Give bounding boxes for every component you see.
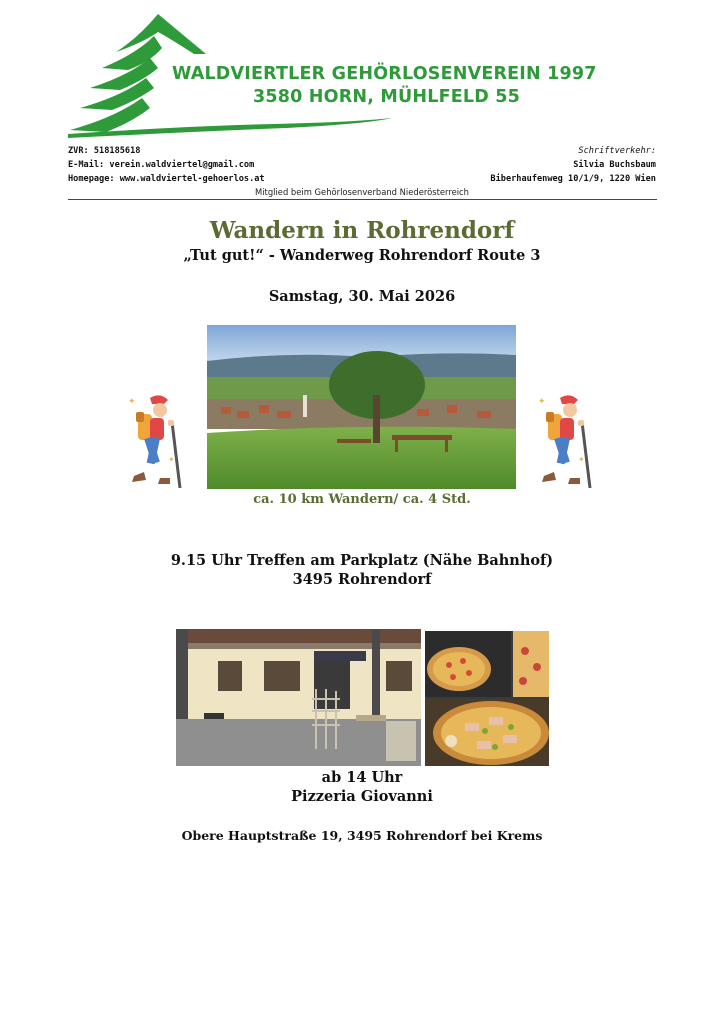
correspondence-name: Silvia Buchsbaum [573,160,656,170]
membership-note: Mitglied beim Gehörlosenverband Niederösterreich [255,187,469,197]
event-date: Samstag, 30. Mai 2026 [268,288,456,305]
homepage-link[interactable]: Homepage: www.waldviertel-gehoerlos.at [68,174,265,184]
hike-distance-duration: ca. 10 km Wandern/ ca. 4 Std. [253,492,471,507]
svg-text:✦: ✦ [538,397,546,407]
meeting-time-place: 9.15 Uhr Treffen am Parkplatz (Nähe Bahnhof) [170,552,554,569]
hiker-icon [534,392,596,492]
event-subtitle: „Tut gut!“ - Wanderweg Rohrendorf Route 3 [183,247,541,264]
pizzeria-terrace-photo [176,629,421,766]
landscape-photo [207,325,516,489]
event-title: Wandern in Rohrendorf [209,217,515,244]
zvr-number: ZVR: 518185618 [68,146,141,156]
pizza-photos [425,631,549,766]
correspondence-address: Biberhaufenweg 10/1/9, 1220 Wien [490,174,656,184]
meeting-town: 3495 Rohrendorf [292,571,432,588]
svg-text:✦: ✦ [168,455,175,464]
svg-text:✦: ✦ [578,455,585,464]
hiker-icon [124,392,186,492]
org-address: 3580 HORN, MÜHLFELD 55 [253,87,521,107]
afterwards-time: ab 14 Uhr [321,769,403,786]
afterwards-address: Obere Hauptstraße 19, 3495 Rohrendorf bei Krems [181,828,543,843]
correspondence-label: Schriftverkehr: [578,146,656,156]
email-link[interactable]: E-Mail: verein.waldviertel@gmail.com [68,160,255,170]
afterwards-place: Pizzeria Giovanni [291,788,433,805]
svg-text:✦: ✦ [128,397,136,407]
header-divider [68,199,657,200]
org-name: WALDVIERTLER GEHÖRLOSENVEREIN 1997 [172,64,597,84]
